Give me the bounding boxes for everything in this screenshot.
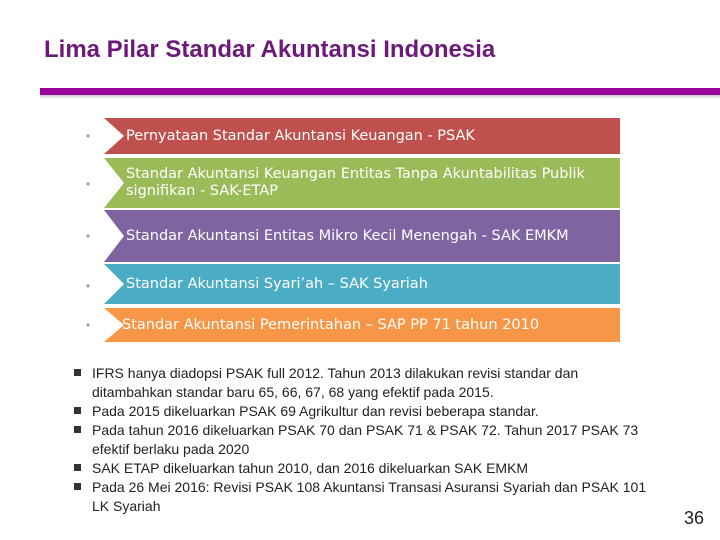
pillar-bullet: • — [85, 129, 91, 143]
note-text: SAK ETAP dikeluarkan tahun 2010, dan 2016 dikeluarkan SAK EMKM — [92, 460, 529, 476]
note-text: Pada tahun 2016 dikeluarkan PSAK 70 dan PSAK 71 & PSAK 72. Tahun 2017 PSAK 73 efektif berlaku pada 2020 — [92, 422, 639, 457]
list-item — [72, 478, 662, 516]
note-text: Pada 2015 dikeluarkan PSAK 69 Agrikultur dan revisi beberapa standar. — [92, 403, 539, 419]
square-bullet-icon — [74, 407, 81, 414]
square-bullet-icon — [74, 369, 81, 376]
list-item — [72, 364, 662, 402]
square-bullet-icon — [74, 483, 81, 490]
note-text: Pada 26 Mei 2016: Revisi PSAK 108 Akuntansi Transasi Asuransi Syariah dan PSAK 101 LK Syariah — [92, 479, 647, 514]
list-item — [72, 421, 662, 459]
pillar-bullet: • — [85, 229, 91, 243]
pillar-label-sap: Standar Akuntansi Pemerintahan – SAP PP 71 tahun 2010 — [122, 316, 540, 333]
pillar-bullet: • — [85, 318, 91, 332]
pillar-label-sak-etap: Standar Akuntansi Keuangan Entitas Tanpa Akuntabilitas Publik signifikan - SAK-ETAP — [126, 166, 585, 199]
pillar-label-sak-syariah: Standar Akuntansi Syari’ah – SAK Syariah — [126, 275, 428, 292]
pillar-label-sak-emkm: Standar Akuntansi Entitas Mikro Kecil Menengah - SAK EMKM — [126, 227, 569, 244]
title-divider — [40, 88, 720, 95]
note-text: IFRS hanya diadopsi PSAK full 2012. Tahun 2013 dilakukan revisi standar dan ditambahkan standar baru 65, 66, 67, 68 yang efektif pada 2015. — [92, 365, 579, 400]
list-item — [72, 459, 662, 478]
pillar-bullet: • — [85, 177, 91, 191]
pillar-label-psak: Pernyataan Standar Akuntansi Keuangan - PSAK — [126, 127, 475, 144]
list-item — [72, 402, 662, 421]
slide-title: Lima Pilar Standar Akuntansi Indonesia — [44, 36, 496, 63]
square-bullet-icon — [74, 426, 81, 433]
square-bullet-icon — [74, 464, 81, 471]
pillar-bullet: • — [85, 279, 91, 293]
page-number: 36 — [684, 508, 705, 528]
title-divider-shadow — [40, 95, 720, 99]
notes-list — [72, 364, 662, 516]
